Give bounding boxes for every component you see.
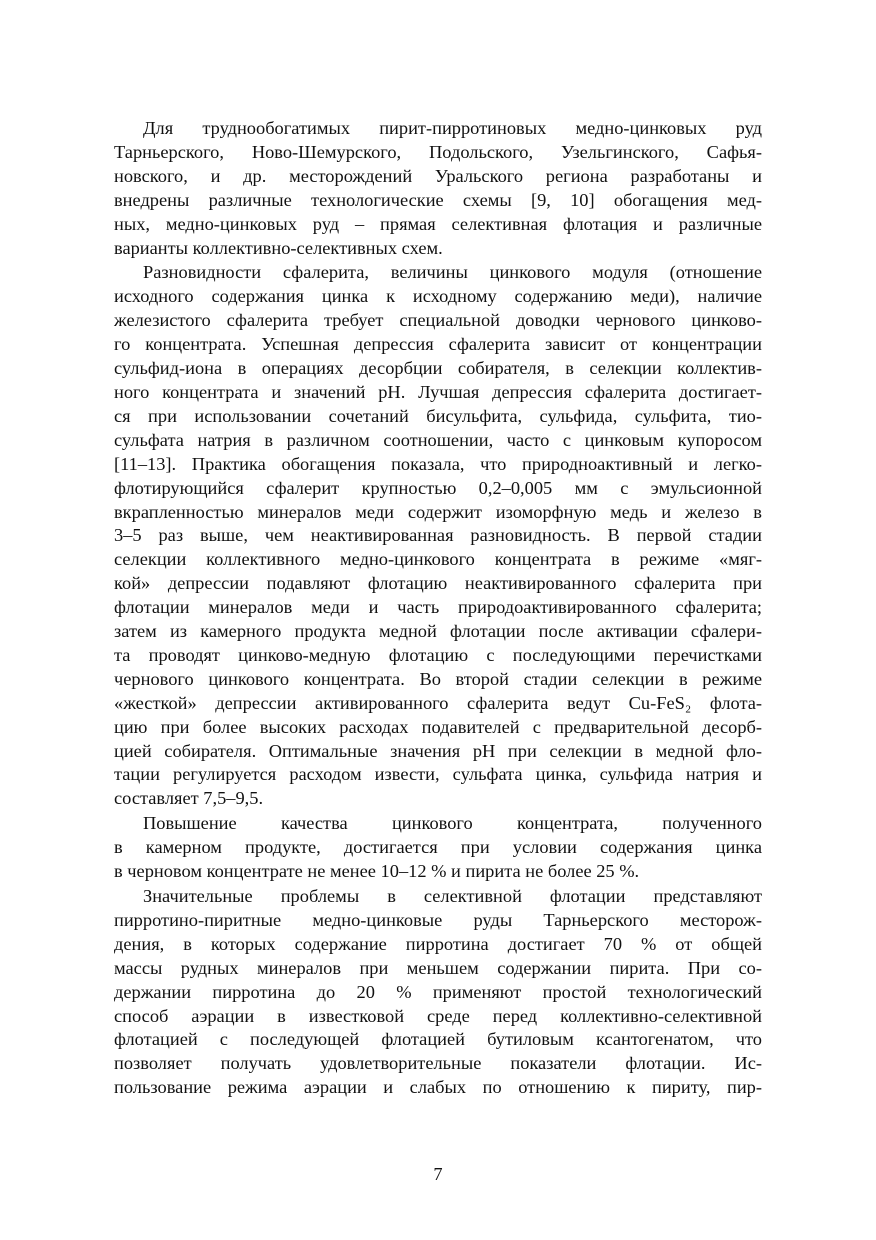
page-number: 7 bbox=[433, 1164, 443, 1184]
text-line: вкрапленностью минералов меди содержит изоморфную медь и железо в bbox=[114, 501, 762, 522]
text-line: флотацией с последующей флотацией бутиловым ксантогенатом, что bbox=[114, 1029, 762, 1050]
text-line: внедрены различные технологические схемы [9, 10] обогащения мед- bbox=[114, 189, 762, 210]
paragraph-2 bbox=[114, 261, 762, 811]
text-line: массы рудных минералов при меньшем содержании пирита. При со- bbox=[114, 957, 762, 978]
text-line: железистого сфалерита требует специальной доводки чернового цинково- bbox=[114, 310, 762, 331]
text-line: сульфид-иона в операциях десорбции собирателя, в селекции коллектив- bbox=[114, 358, 762, 379]
paragraph-4-continues bbox=[114, 885, 762, 1100]
text-line: [11–13]. Практика обогащения показала, что природноактивный и легко- bbox=[114, 453, 762, 474]
text-line: новского, и др. месторождений Уральского региона разработаны и bbox=[114, 165, 762, 186]
text-line: составляет 7,5–9,5. bbox=[114, 788, 264, 809]
text-line: способ аэрации в известковой среде перед коллективно-селективной bbox=[114, 1005, 762, 1026]
text-line: Разновидности сфалерита, величины цинкового модуля (отношение bbox=[143, 262, 762, 283]
text-line: «жесткой» депрессии активированного сфалерита ведут Cu-FeS₂ флота- bbox=[114, 692, 762, 713]
text-line: держании пирротина до 20 % применяют простой технологический bbox=[114, 981, 762, 1002]
text-line: в черновом концентрате не менее 10–12 % и пирита не более 25 %. bbox=[114, 861, 640, 882]
text-line: варианты коллективно-селективных схем. bbox=[114, 237, 443, 258]
paragraph-3 bbox=[114, 812, 762, 884]
text-line: 3–5 раз выше, чем неактивированная разновидность. В первой стадии bbox=[114, 525, 762, 546]
text-line: кой» депрессии подавляют флотацию неактивированного сфалерита при bbox=[114, 573, 762, 594]
page-body bbox=[114, 117, 762, 1100]
text-line: Тарньерского, Ново-Шемурского, Подольского, Узельгинского, Сафья- bbox=[114, 141, 762, 162]
text-line: Повышение качества цинкового концентрата, полученного bbox=[143, 813, 762, 834]
text-line: тации регулируется расходом извести, сульфата цинка, сульфида натрия и bbox=[114, 764, 762, 785]
text-line: цию при более высоких расходах подавителей с предварительной десорб- bbox=[114, 716, 762, 737]
text-line: ного концентрата и значений pH. Лучшая депрессия сфалерита достигает- bbox=[114, 381, 762, 402]
text-line: пирротино-пиритные медно-цинковые руды Тарньерского месторож- bbox=[114, 909, 762, 930]
text-line: пользование режима аэрации и слабых по отношению к пириту, пир- bbox=[114, 1077, 762, 1098]
text-line: ных, медно-цинковых руд – прямая селективная флотация и различные bbox=[114, 213, 762, 234]
text-line: флотации минералов меди и часть природоактивированного сфалерита; bbox=[114, 597, 762, 618]
text-line: Значительные проблемы в селективной флотации представляют bbox=[143, 886, 762, 906]
text-line: го концентрата. Успешная депрессия сфалерита зависит от концентрации bbox=[114, 334, 762, 355]
paragraph-1 bbox=[114, 117, 762, 260]
text-line: дения, в которых содержание пирротина достигает 70 % от общей bbox=[114, 933, 762, 954]
text-line: затем из камерного продукта медной флотации после активации сфалери- bbox=[114, 621, 762, 642]
text-line: чернового цинкового концентрата. Во второй стадии селекции в режиме bbox=[114, 668, 762, 689]
text-line: исходного содержания цинка к исходному содержанию меди), наличие bbox=[114, 286, 762, 307]
text-line: селекции коллективного медно-цинкового концентрата в режиме «мяг- bbox=[114, 549, 762, 570]
text-line: сульфата натрия в различном соотношении, часто с цинковым купоросом bbox=[114, 429, 762, 450]
text-line: позволяет получать удовлетворительные показатели флотации. Ис- bbox=[114, 1053, 762, 1074]
text-line: флотирующийся сфалерит крупностью 0,2–0,005 мм с эмульсионной bbox=[114, 477, 762, 498]
text-line: Для труднообогатимых пирит-пирротиновых медно-цинковых руд bbox=[143, 118, 762, 138]
text-line: цией собирателя. Оптимальные значения pH при селекции в медной фло- bbox=[114, 740, 762, 761]
text-line: ся при использовании сочетаний бисульфита, сульфида, сульфита, тио- bbox=[114, 405, 762, 426]
text-line: та проводят цинково-медную флотацию с последующими перечистками bbox=[114, 644, 762, 665]
text-line: в камерном продукте, достигается при условии содержания цинка bbox=[114, 837, 762, 858]
